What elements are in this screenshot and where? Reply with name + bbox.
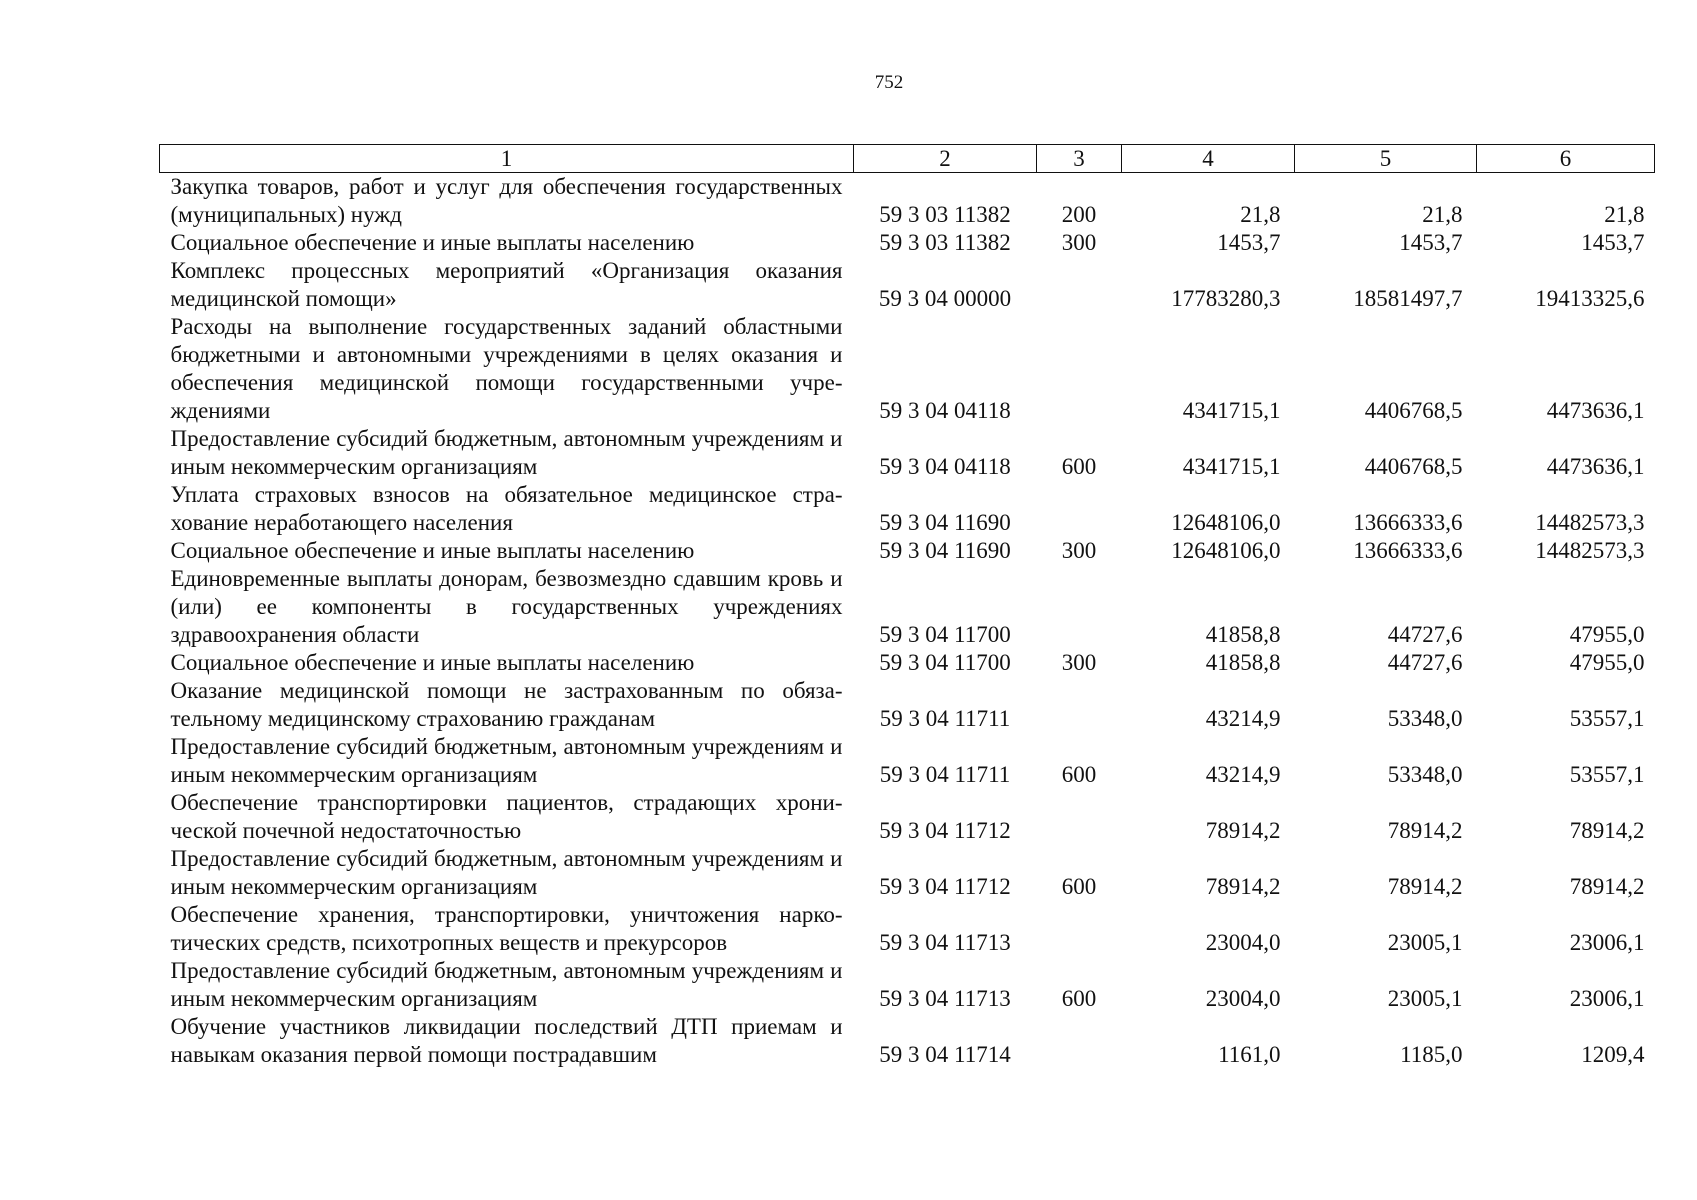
table-row [160, 649, 1655, 677]
row-value-col4: 23004,0 [1205, 986, 1281, 1011]
table-row [160, 901, 1655, 957]
row-value-col5: 44727,6 [1387, 622, 1463, 647]
row-value-col5: 13666333,6 [1353, 538, 1463, 563]
row-value-col4: 41858,8 [1205, 650, 1281, 675]
row-code: 59 3 04 11712 [879, 818, 1011, 843]
header-col-1: 1 [160, 145, 854, 173]
row-expense-type [1037, 789, 1122, 845]
row-code: 59 3 03 11382 [879, 202, 1011, 227]
row-value-col5: 4406768,5 [1364, 454, 1463, 479]
table-row [160, 173, 1655, 230]
row-expense-type [1037, 313, 1122, 425]
header-col-6: 6 [1477, 145, 1655, 173]
row-code: 59 3 04 11700 [879, 650, 1011, 675]
page-number: 752 [874, 72, 904, 93]
row-name: Комплекс процессных мероприятий «Организация оказания медицинской помощи» [170, 258, 843, 311]
table-row [160, 313, 1655, 425]
row-value-col5: 23005,1 [1387, 930, 1463, 955]
row-name: Предоставление субсидий бюджетным, автономным учреждениям и иным некоммерческим организациям [170, 846, 843, 899]
row-value-col6: 19413325,6 [1535, 286, 1645, 311]
row-code: 59 3 04 11690 [879, 510, 1011, 535]
row-value-col6: 23006,1 [1569, 930, 1645, 955]
row-name: Обеспечение хранения, транспортировки, уничтожения наркотических средств, психотропных веществ и прекурсоров [170, 902, 843, 955]
row-value-col6: 1209,4 [1581, 1042, 1645, 1067]
row-value-col6: 21,8 [1604, 202, 1645, 227]
row-value-col4: 78914,2 [1205, 818, 1281, 843]
header-col-2: 2 [854, 145, 1037, 173]
row-value-col6: 53557,1 [1569, 762, 1645, 787]
row-value-col4: 4341715,1 [1182, 398, 1281, 423]
table-row [160, 565, 1655, 649]
row-code: 59 3 04 04118 [879, 454, 1011, 479]
table-row [160, 1013, 1655, 1069]
row-value-col4: 17783280,3 [1171, 286, 1281, 311]
row-expense-type: 600 [1061, 454, 1097, 479]
row-value-col4: 41858,8 [1205, 622, 1281, 647]
row-value-col6: 78914,2 [1569, 818, 1645, 843]
row-value-col5: 44727,6 [1387, 650, 1463, 675]
row-value-col5: 53348,0 [1387, 762, 1463, 787]
row-expense-type [1037, 1013, 1122, 1069]
row-name: Уплата страховых взносов на обязательное медицинское страхование неработающего населения [170, 482, 843, 535]
table-row [160, 537, 1655, 565]
row-value-col6: 23006,1 [1569, 986, 1645, 1011]
row-name: Социальное обеспечение и иные выплаты населению [170, 230, 695, 255]
table-row [160, 677, 1655, 733]
row-expense-type: 200 [1061, 202, 1097, 227]
row-value-col6: 47955,0 [1569, 650, 1645, 675]
row-name: Обеспечение транспортировки пациентов, страдающих хронической почечной недостаточностью [170, 790, 843, 843]
budget-table [159, 144, 1655, 1069]
row-value-col5: 13666333,6 [1353, 510, 1463, 535]
row-expense-type [1037, 677, 1122, 733]
table-row [160, 957, 1655, 1013]
row-name: Предоставление субсидий бюджетным, автономным учреждениям и иным некоммерческим организациям [170, 734, 843, 787]
table-row [160, 733, 1655, 789]
header-col-3: 3 [1037, 145, 1122, 173]
row-value-col6: 14482573,3 [1535, 510, 1645, 535]
header-row [160, 145, 1655, 173]
table-row [160, 789, 1655, 845]
row-expense-type: 300 [1061, 230, 1097, 255]
row-name: Социальное обеспечение и иные выплаты населению [170, 538, 695, 563]
row-value-col4: 23004,0 [1205, 930, 1281, 955]
row-name: Предоставление субсидий бюджетным, автономным учреждениям и иным некоммерческим организациям [170, 426, 843, 479]
row-value-col4: 12648106,0 [1171, 538, 1281, 563]
row-value-col5: 1453,7 [1399, 230, 1463, 255]
row-expense-type: 600 [1061, 986, 1097, 1011]
row-code: 59 3 04 04118 [879, 398, 1011, 423]
row-value-col5: 4406768,5 [1364, 398, 1463, 423]
row-value-col6: 4473636,1 [1546, 398, 1645, 423]
row-value-col6: 53557,1 [1569, 706, 1645, 731]
row-code: 59 3 04 11711 [879, 706, 1011, 731]
row-expense-type [1037, 481, 1122, 537]
row-expense-type: 600 [1061, 874, 1097, 899]
table-body [160, 173, 1655, 1070]
row-code: 59 3 04 11700 [879, 622, 1011, 647]
table-row [160, 845, 1655, 901]
row-expense-type [1037, 257, 1122, 313]
row-expense-type: 300 [1061, 538, 1097, 563]
row-value-col6: 47955,0 [1569, 622, 1645, 647]
row-value-col4: 43214,9 [1205, 706, 1281, 731]
row-name: Единовременные выплаты донорам, безвозмездно сдавшим кровь и (или) ее компоненты в государственных учреждениях здравоохранения области [170, 566, 843, 647]
row-value-col6: 4473636,1 [1546, 454, 1645, 479]
row-expense-type: 600 [1061, 762, 1097, 787]
row-name: Расходы на выполнение государственных заданий областными бюджетными и автономными учреждениями в целях оказания и обеспечения медицинской помощи государственными учреждениями [170, 314, 843, 423]
row-code: 59 3 04 11712 [879, 874, 1011, 899]
row-value-col4: 1453,7 [1217, 230, 1281, 255]
row-value-col6: 78914,2 [1569, 874, 1645, 899]
row-name: Обучение участников ликвидации последствий ДТП приемам и навыкам оказания первой помощи пострадавшим [170, 1014, 843, 1067]
header-col-4: 4 [1122, 145, 1295, 173]
row-value-col4: 78914,2 [1205, 874, 1281, 899]
row-code: 59 3 04 11713 [879, 986, 1011, 1011]
row-value-col5: 18581497,7 [1353, 286, 1463, 311]
row-value-col5: 21,8 [1422, 202, 1463, 227]
row-name: Предоставление субсидий бюджетным, автономным учреждениям и иным некоммерческим организациям [170, 958, 843, 1011]
row-expense-type [1037, 901, 1122, 957]
table-row [160, 257, 1655, 313]
row-expense-type: 300 [1061, 650, 1097, 675]
row-value-col4: 21,8 [1240, 202, 1281, 227]
row-name: Закупка товаров, работ и услуг для обеспечения государственных (муниципальных) нужд [170, 174, 843, 227]
row-code: 59 3 04 00000 [878, 286, 1012, 311]
row-name: Социальное обеспечение и иные выплаты населению [170, 650, 695, 675]
row-name: Оказание медицинской помощи не застрахованным по обязательному медицинскому страхованию гражданам [170, 678, 843, 731]
header-col-5: 5 [1295, 145, 1477, 173]
row-value-col5: 78914,2 [1387, 818, 1463, 843]
row-code: 59 3 04 11711 [879, 762, 1011, 787]
row-value-col5: 78914,2 [1387, 874, 1463, 899]
row-value-col5: 23005,1 [1387, 986, 1463, 1011]
row-code: 59 3 03 11382 [879, 230, 1011, 255]
row-expense-type [1037, 565, 1122, 649]
row-value-col5: 53348,0 [1387, 706, 1463, 731]
table-row [160, 425, 1655, 481]
table-row [160, 481, 1655, 537]
row-code: 59 3 04 11714 [879, 1042, 1011, 1067]
row-value-col6: 1453,7 [1581, 230, 1645, 255]
table-row [160, 229, 1655, 257]
row-value-col4: 12648106,0 [1171, 510, 1281, 535]
row-value-col4: 1161,0 [1218, 1042, 1281, 1067]
row-code: 59 3 04 11690 [879, 538, 1011, 563]
row-value-col5: 1185,0 [1400, 1042, 1463, 1067]
row-value-col6: 14482573,3 [1535, 538, 1645, 563]
row-code: 59 3 04 11713 [879, 930, 1011, 955]
table-header [160, 145, 1655, 173]
row-value-col4: 4341715,1 [1182, 454, 1281, 479]
row-value-col4: 43214,9 [1205, 762, 1281, 787]
